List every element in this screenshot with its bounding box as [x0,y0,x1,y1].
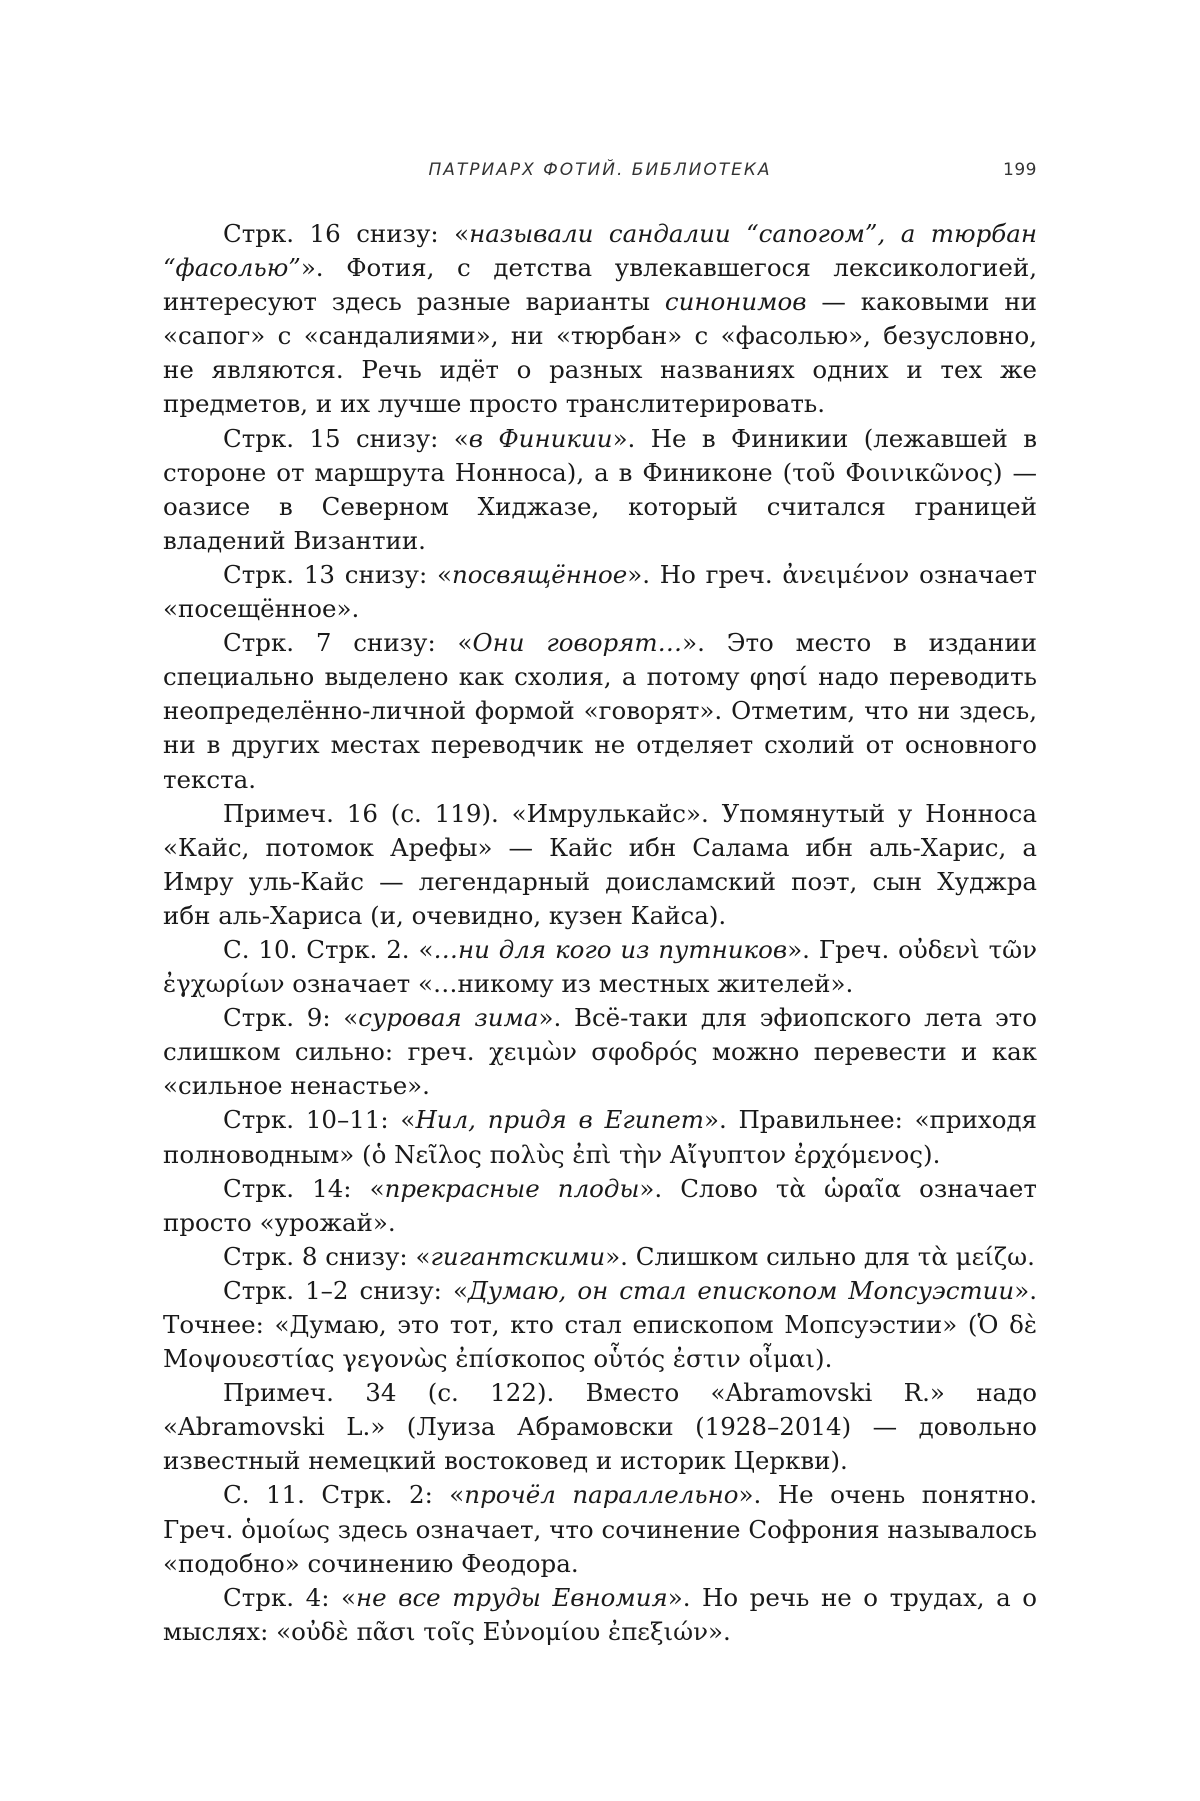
text-run: Стрк. 4: « [223,1582,356,1612]
paragraph [163,1240,1037,1274]
paragraph [163,1001,1037,1103]
text-run: ». Слово τὰ ὡραῖα означает просто «урожай». [163,1173,1037,1237]
italic-quote: прочёл параллельно [464,1480,739,1510]
paragraph [163,1274,1037,1376]
paragraph [163,1376,1037,1478]
paragraph [163,422,1037,558]
text-run: — каковыми ни «сапог» с «сандалиями», ни «тюрбан» с «фасолью», безусловно, не являются. Речь идёт о разных названиях одних и тех же предметов, и их лучше просто транслитерировать. [163,287,1037,419]
text-run: Стрк. 10–11: « [223,1105,416,1135]
text-run: С. 10. Стрк. 2. « [223,934,434,964]
text-run: С. 11. Стрк. 2: « [223,1480,465,1510]
text-run: Стрк. 7 снизу: « [223,628,473,658]
italic-quote: не все труды Евномия [356,1582,668,1612]
paragraph [163,1103,1037,1171]
italic-quote: Нил, придя в Египет [415,1105,705,1135]
paragraph [163,933,1037,1001]
paragraph [163,1581,1037,1649]
text-run: ». Слишком сильно для τὰ μείζω. [605,1241,1035,1271]
italic-quote: Думаю, он стал епископом Мопсуэстии [467,1275,1015,1305]
paragraph [163,1478,1037,1580]
text-run: Стрк. 16 снизу: « [223,219,470,248]
text-run: ». Всё-таки для эфиопского лета это слишком сильно: греч. χειμὼν σφοδρός можно перевести и как «сильное ненастье». [163,1003,1037,1101]
text-run: ». Не очень понятно. Греч. ὁμοίως здесь означает, что сочинение Софрония называлось «подобно» сочинению Феодора. [163,1480,1037,1578]
text-run: Стрк. 8 снизу: « [223,1241,431,1271]
italic-quote: синонимов [664,287,807,317]
text-run: Примеч. 34 (с. 122). Вместо «Abramovski R.» надо «Abramovski L.» (Луиза Абрамовски (1928–2014) — довольно известный немецкий востоковед и историк Церкви). [163,1378,1037,1476]
running-title: ПАТРИАРХ ФОТИЙ. БИБЛИОТЕКА [428,160,772,180]
text-run: ». Но речь не о трудах, а о мыслях: «οὐδὲ πᾶσι τοῖς Εὐνομίου ἐπεξιών». [163,1582,1037,1646]
paragraph [163,217,1037,422]
text-run: ». Точнее: «Думаю, это тот, кто стал епископом Мопсуэстии» (Ὁ δὲ Μοψουεστίας γεγονὼς ἐπίσκοπος οὗτός ἐστιν οἶμαι). [163,1275,1037,1374]
text-run: ». Правильнее: «приходя полноводным» (ὁ Νεῖλος πολὺς ἐπὶ τὴν Αἴγυπτον ἐρχόμενος). [163,1105,1038,1169]
text-run: Стрк. 9: « [223,1003,359,1033]
paragraph [163,797,1037,933]
text-run: ». Греч. οὐδενὶ τῶν ἐγχωρίων означает «…никому из местных жителей». [163,934,1037,999]
text-run: Стрк. 1–2 снизу: « [223,1275,468,1305]
italic-quote: прекрасные плоды [384,1173,640,1203]
text-run: ». Фотия, с детства увлекавшегося лексикологией, интересуют здесь разные варианты [163,253,1037,317]
italic-quote: посвящённое [451,559,628,589]
paragraph [163,626,1037,796]
paragraph [163,1172,1037,1240]
running-head [163,160,1037,190]
text-run: Стрк. 15 снизу: « [223,423,469,453]
italic-quote: в Финикии [468,423,613,453]
italic-quote: называли сандалии “сапогом”, а тюрбан “фасолью” [163,219,1037,283]
text-run: ». Не в Финикии (лежавшей в стороне от маршрута Нонноса), а в Финиконе (τοῦ Φοινικῶνος) — оазисе в Северном Хиджазе, который считался границей владений Византии. [163,423,1037,555]
italic-quote: гигантскими [430,1241,606,1271]
italic-quote: суровая зима [358,1003,539,1033]
text-run: ». Это место в издании специально выделено как схолия, а потому φησί надо переводить неопределённо-личной формой «говорят». Отметим, что ни здесь, ни в других местах переводчик не отделяет схолий от основного текста. [163,628,1037,794]
text-run: Стрк. 14: « [223,1173,385,1203]
page-number: 199 [1003,160,1037,180]
text-run: ». Но греч. ἀνειμένον означает «посещённое». [163,559,1037,624]
italic-quote: …ни для кого из путников [433,934,788,964]
italic-quote: Они говорят… [472,628,683,658]
paragraph [163,558,1037,626]
text-run: Стрк. 13 снизу: « [223,559,452,589]
body-text [163,217,1037,1649]
text-run: Примеч. 16 (с. 119). «Имрулькайс». Упомянутый у Нонноса «Кайс, потомок Арефы» — Кайс ибн Салама ибн аль-Харис, а Имру уль-Кайс — легендарный доисламский поэт, сын Худжра ибн аль-Хариса (и, очевидно, кузен Кайса). [163,798,1037,930]
